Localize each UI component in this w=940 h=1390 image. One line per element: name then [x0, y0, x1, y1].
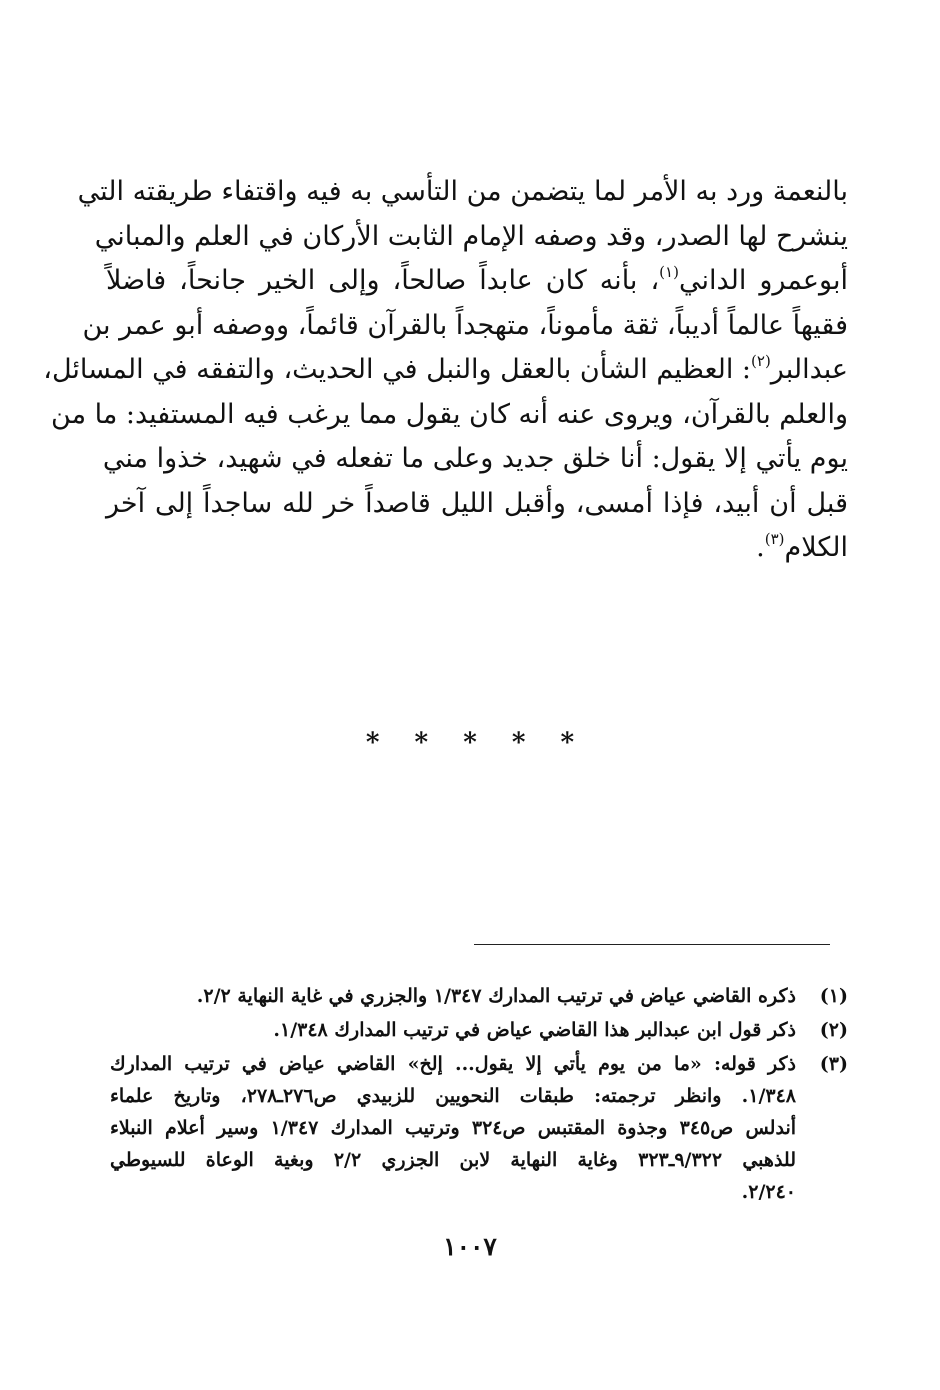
body-line: قبل أن أبيد، فإذا أمسى، وأقبل الليل قاصداً خر لله ساجداً إلى آخر [106, 487, 848, 519]
footnote-number: (٣) [819, 1053, 848, 1075]
footnote-2 [110, 1014, 848, 1046]
separator-star: * [560, 728, 575, 758]
footnote-line: أندلس ص٣٤٥ وجذوة المقتبس ص٣٢٤ وترتيب المدارك ١/٣٤٧ وسير أعلام النبلاء [110, 1117, 797, 1139]
body-line: يوم يأتي إلا يقول: أنا خلق جديد وعلى ما تفعله في شهيد، خذوا مني [102, 443, 848, 474]
footnote-line: ٢/٢٤٠. [741, 1181, 796, 1203]
page-number: ١٠٠٧ [443, 1232, 497, 1261]
footnote-1 [110, 980, 848, 1012]
footnote-ref: (٣) [764, 530, 785, 548]
body-line-part: أبوعمرو الداني [678, 265, 849, 296]
footnote-number: (١) [819, 985, 848, 1007]
separator-star: * [511, 728, 526, 758]
body-line-part: . [756, 532, 765, 563]
body-line: بالنعمة ورد به الأمر لما يتضمن من التأسي به فيه واقتفاء طريقته التي [77, 176, 848, 207]
body-line-part: عبدالبر [770, 354, 848, 385]
separator-star: * [414, 728, 429, 758]
footnote-number: (٢) [819, 1019, 848, 1041]
body-line-part: : العظيم الشأن بالعقل والنبل في الحديث، والتفقه في المسائل، [43, 354, 752, 385]
body-line [106, 526, 848, 571]
footnote-ref: (٢) [751, 352, 771, 370]
footnote-line: ذكر قوله: «ما من يوم يأتي إلا يقول... إلخ» القاضي عياض في ترتيب المدارك [110, 1053, 796, 1075]
body-line [43, 348, 848, 393]
footnote-line: ذكره القاضي عياض في ترتيب المدارك ١/٣٤٧ والجزري في غاية النهاية ٢/٢. [196, 985, 796, 1007]
body-line [106, 259, 848, 304]
body-line: والعلم بالقرآن، ويروى عنه أنه كان يقول مما يرغب فيه المستفيد: ما من [51, 398, 848, 430]
body-line-part: ، بأنه كان عابداً صالحاً، وإلى الخير جانحاً، فاضلاً [106, 265, 660, 296]
body-line-part: الكلام [784, 532, 848, 563]
footnote-line: ذكر قول ابن عبدالبر هذا القاضي عياض في ترتيب المدارك ١/٣٤٨. [273, 1019, 796, 1041]
footnote-line: ١/٣٤٨. وانظر ترجمته: طبقات النحويين للزبيدي ص٢٧٦ـ٢٧٨، وتاريخ علماء [110, 1085, 796, 1107]
body-line: فقيهاً عالماً أديباً، ثقة مأموناً، متهجداً بالقرآن قائماً، ووصفه أبو عمر بن [82, 309, 848, 341]
separator-star: * [463, 728, 477, 758]
footnote-line: للذهبي ٩/٣٢٢ـ٣٢٣ وغاية النهاية لابن الجزري ٢/٢ وبغية الوعاة للسيوطي [110, 1149, 796, 1171]
footnote-ref: (١) [659, 263, 679, 281]
separator-star: * [365, 728, 380, 758]
body-paragraph [43, 170, 849, 571]
section-separator [0, 728, 940, 758]
footnotes [110, 980, 848, 1210]
body-line: ينشرح لها الصدر، وقد وصفه الإمام الثابت الأركان في العلم والمباني [94, 220, 848, 252]
footnote-divider [474, 944, 830, 945]
footnote-3 [110, 1048, 848, 1208]
